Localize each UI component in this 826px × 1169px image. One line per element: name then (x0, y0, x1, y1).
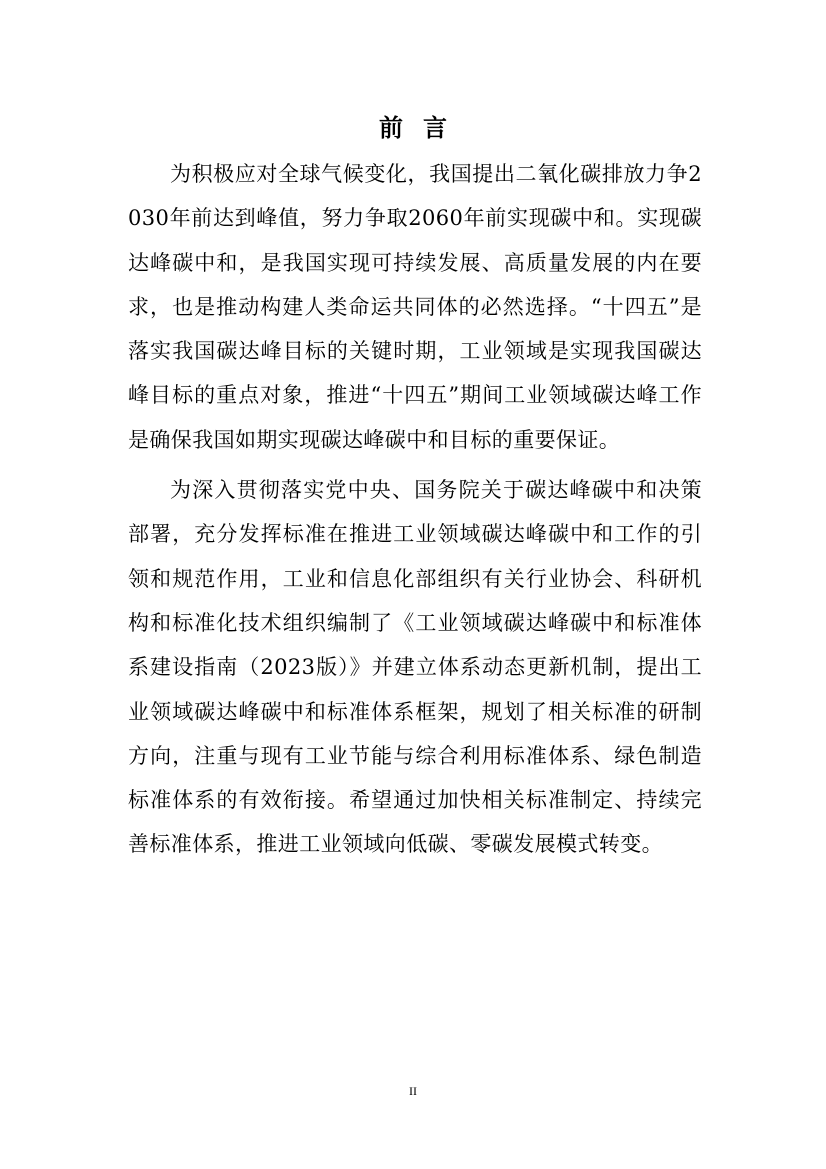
preface-body (128, 152, 702, 873)
paragraph-2: 为深入贯彻落实党中央、国务院关于碳达峰碳中和决策部署，充分发挥标准在推进工业领域碳达峰碳中和工作的引领和规范作用，工业和信息化部组织有关行业协会、科研机构和标准化技术组织编制了《工业领域碳达峰碳中和标准体系建设指南（2023版）》并建立体系动态更新机制，提出工业领域碳达峰碳中和标准体系框架，规划了相关标准的研制方向，注重与现有工业节能与综合利用标准体系、绿色制造标准体系的有效衔接。希望通过加快相关标准制定、持续完善标准体系，推进工业领域向低碳、零碳发展模式转变。 (128, 478, 702, 857)
paragraph-1: 为积极应对全球气候变化，我国提出二氧化碳排放力争2030年前达到峰值，努力争取2060年前实现碳中和。实现碳达峰碳中和，是我国实现可持续发展、高质量发展的内在要求，也是推动构建人类命运共同体的必然选择。“十四五”是落实我国碳达峰目标的关键时期，工业领域是实现我国碳达峰目标的重点对象，推进“十四五”期间工业领域碳达峰工作是确保我国如期实现碳达峰碳中和目标的重要保证。 (128, 162, 702, 452)
page-title: 前言 (379, 114, 467, 142)
page-number: II (409, 1084, 417, 1098)
